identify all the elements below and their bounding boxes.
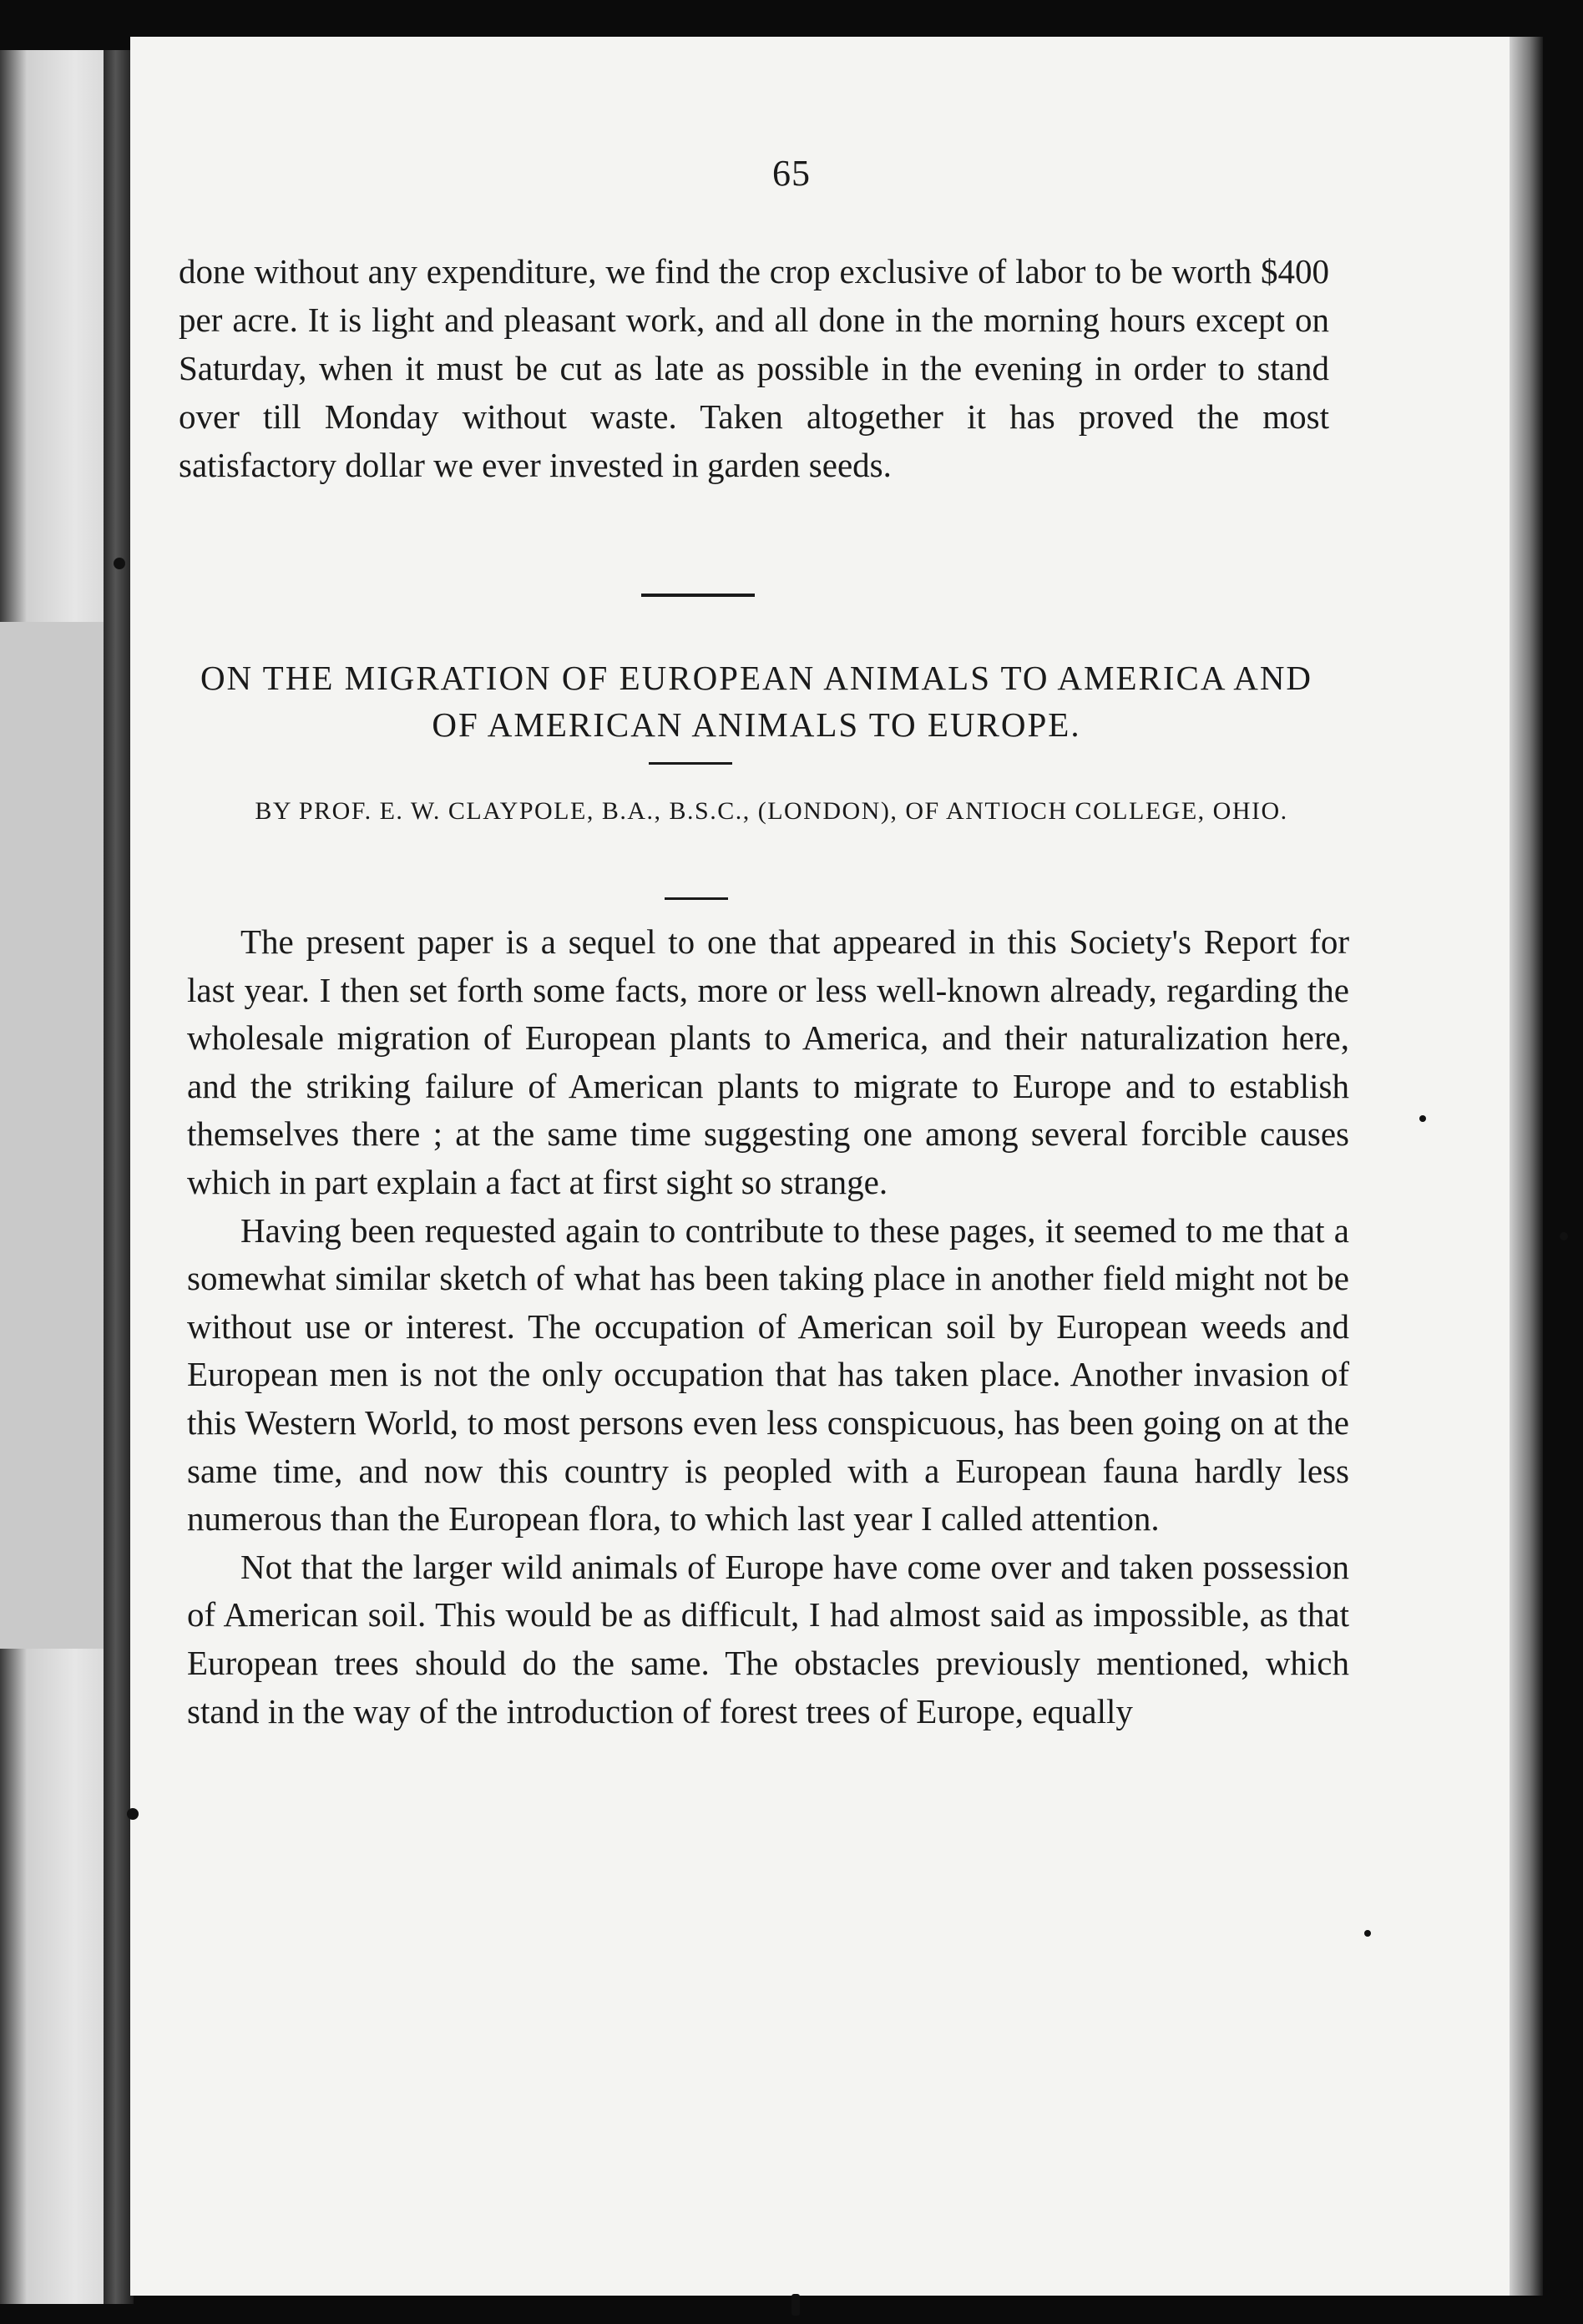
byline-divider <box>665 897 728 900</box>
speck <box>114 558 125 569</box>
body-paragraph: Having been requested again to contribute to these pages, it seemed to me that a somewhat similar sketch of what has been taking place in another field might not be without use or interest. The occupation of American soil by European weeds and European men is not the only occupation that has taken place. Another invasion of this Western World, to most persons even less conspicuous, has been going on at the same time, and now this country is peopled with a European fauna hardly less numerous than the European flora, to which last year I called attention. <box>187 1210 1349 1538</box>
speck <box>1364 1930 1371 1937</box>
speck <box>1560 1232 1568 1240</box>
article-title: ON THE MIGRATION OF EUROPEAN ANIMALS TO AMERICA AND OF AMERICAN ANIMALS TO EUROPE. <box>200 659 1313 744</box>
speck <box>792 2294 800 2316</box>
continued-paragraph: done without any expenditure, we find the crop exclusive of labor to be worth $400 per acre. It is light and pleasant work, and all done in the morning hours except on Saturday, when it must be cut as late as possible in the evening in order to stand over till Monday without waste. Taken altogether it has proved the most satisfactory dollar we ever invested in garden seeds. <box>179 252 1329 484</box>
article-body <box>187 918 1349 1735</box>
speck <box>1419 1115 1426 1122</box>
body-paragraph: The present paper is a sequel to one that appeared in this Society's Report for last year. I then set forth some facts, more or less well-known already, regarding the wholesale migration of European plants to America, and their naturalization here, and the striking failure of American plants to migrate to Europe and to establish themselves there ; at the same time suggesting one among several forcible causes which in part explain a fact at first sight so strange. <box>187 922 1349 1201</box>
book-gutter <box>104 50 134 2304</box>
page-edge-shadow <box>1510 37 1543 2296</box>
speck <box>127 1808 139 1820</box>
title-divider <box>649 762 732 765</box>
article-byline: BY PROF. E. W. CLAYPOLE, B.A., B.S.C., (LONDON), OF ANTIOCH COLLEGE, OHIO. <box>255 797 1288 825</box>
page-number: 65 <box>772 153 811 194</box>
body-paragraph: Not that the larger wild animals of Europe have come over and taken possession of American soil. This would be as difficult, I had almost said as impossible, as that European trees should do the same. The obstacles previously mentioned, which stand in the way of the introduction of forest trees of Europe, equally <box>187 1547 1349 1730</box>
section-divider <box>641 594 755 597</box>
